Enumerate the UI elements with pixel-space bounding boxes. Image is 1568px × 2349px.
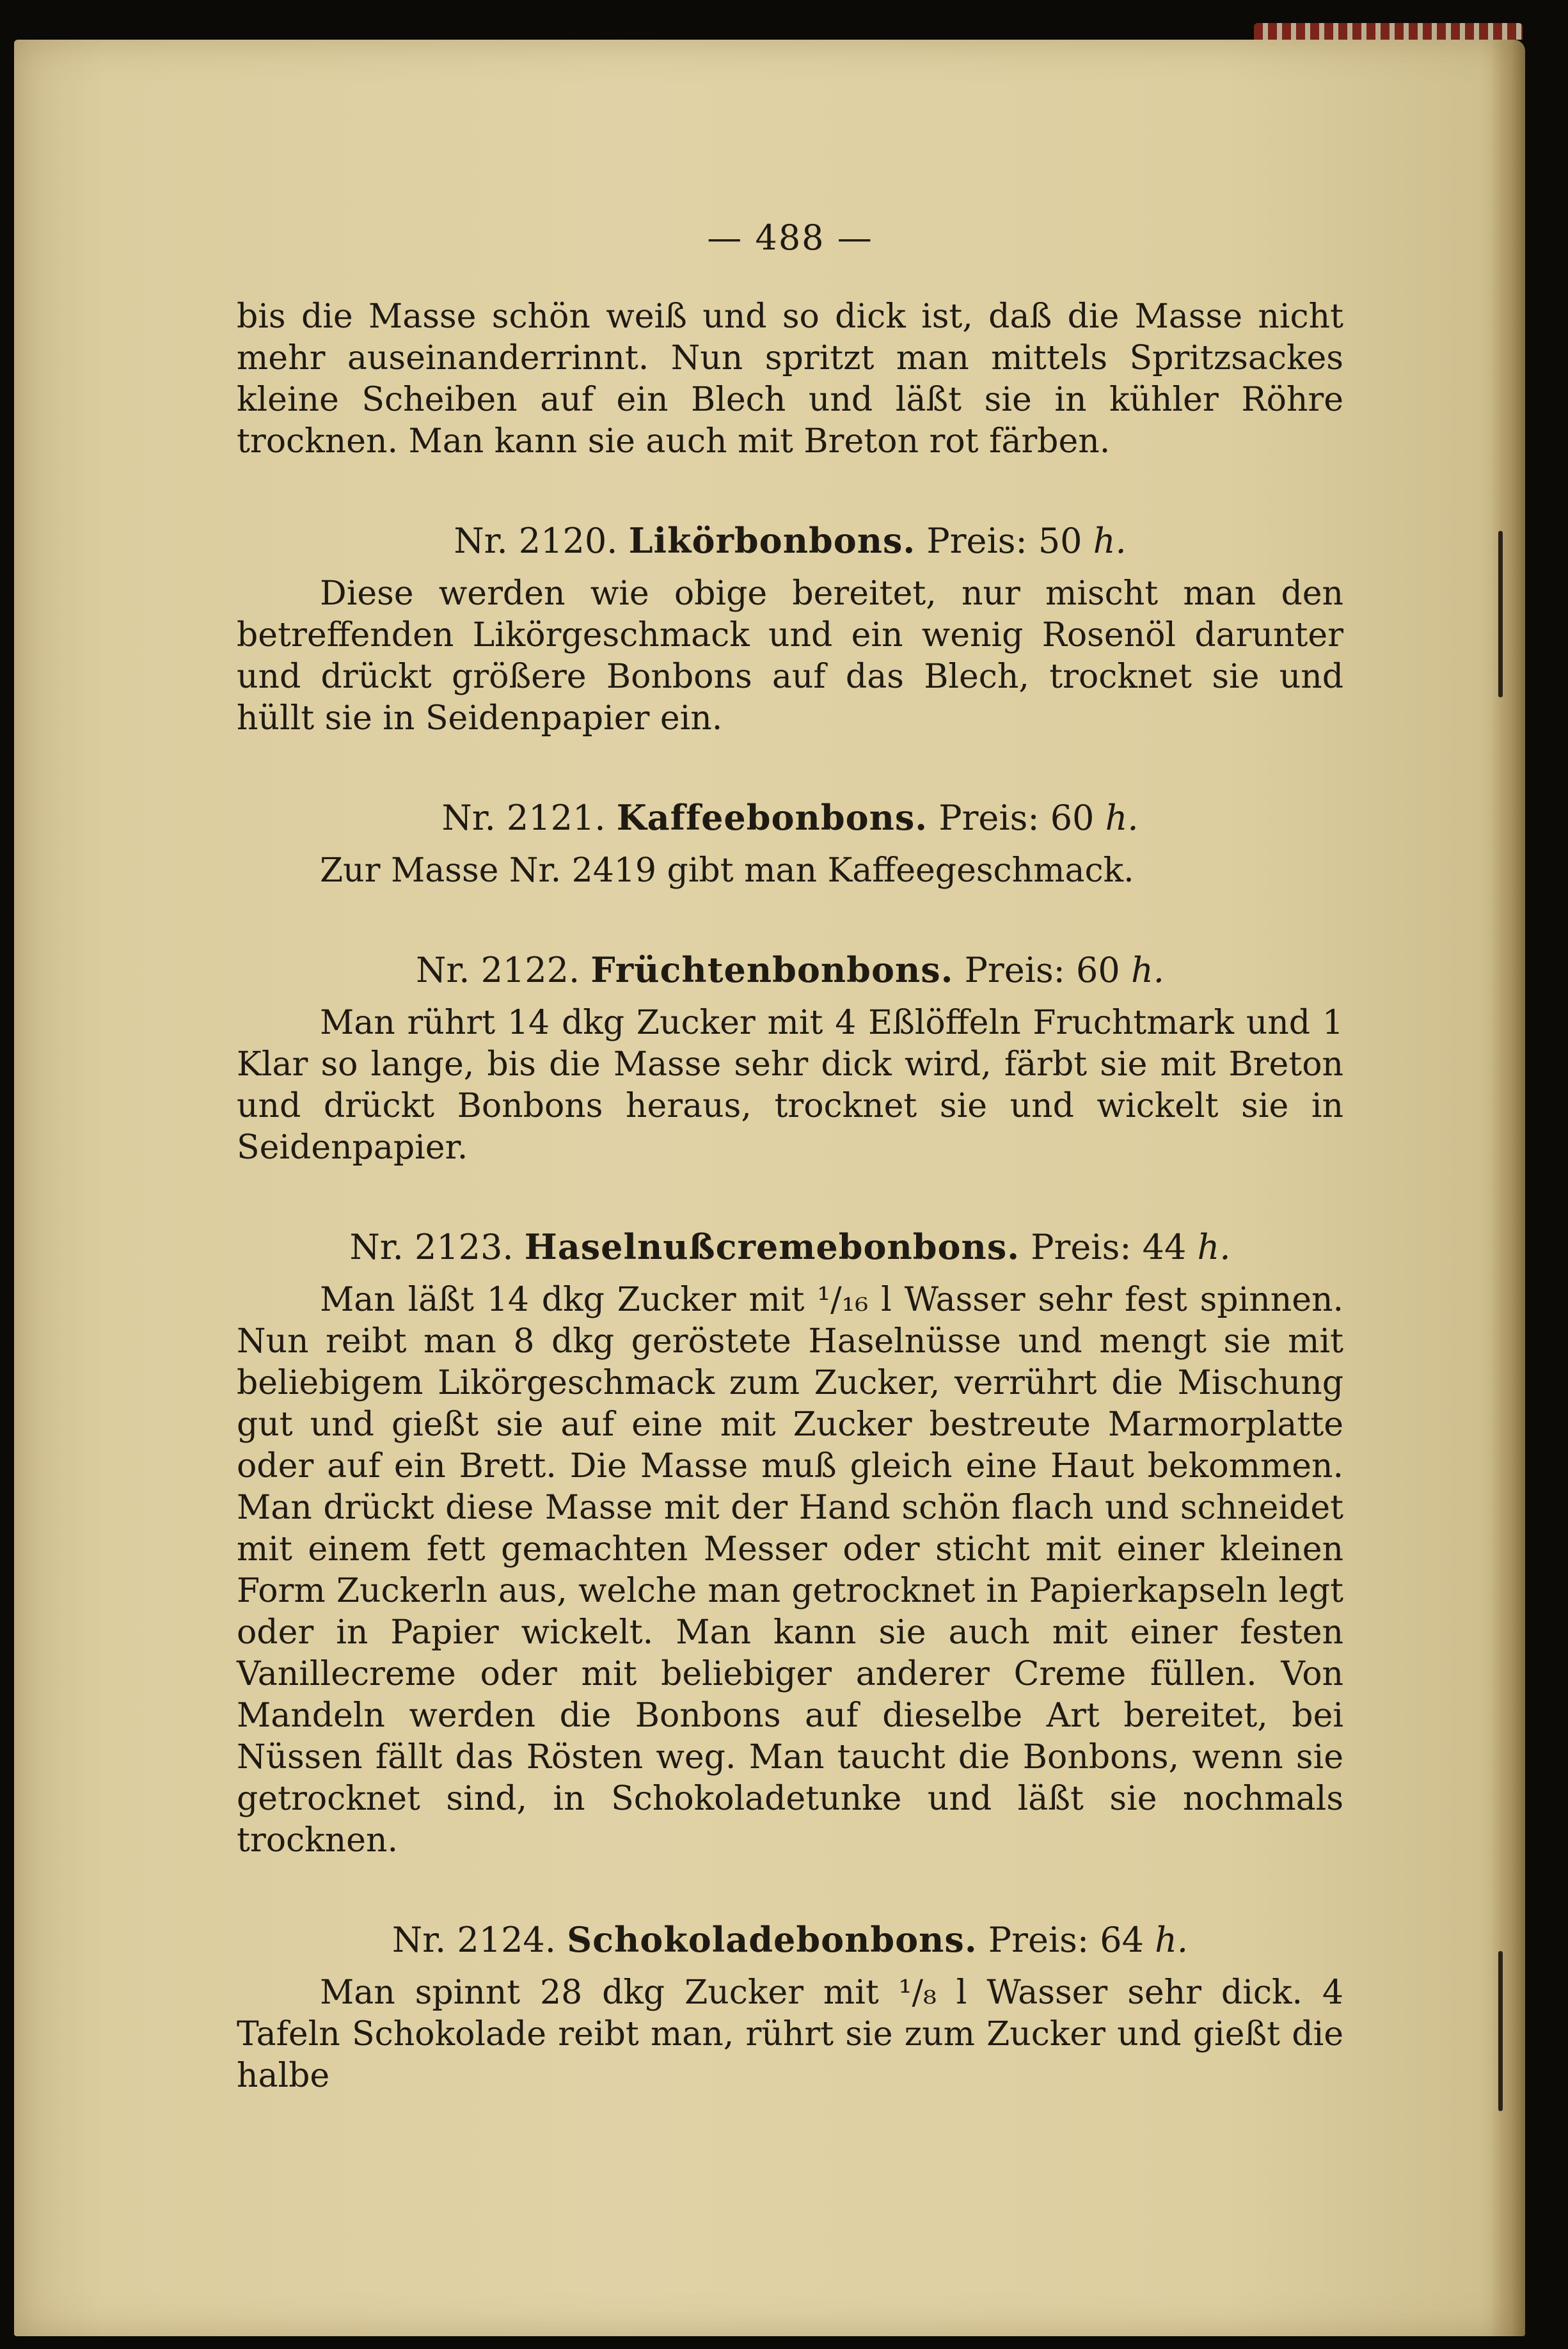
recipe-title: Haselnußcremebonbons. [524,1226,1020,1267]
price-label: Preis: [938,798,1040,838]
recipe-heading [237,1919,1343,1961]
page-edge-shadow [1491,40,1525,2336]
recipe-heading [237,797,1343,839]
recipe-title: Likörbonbons. [628,520,916,561]
recipe-2124 [237,1919,1343,2097]
price-unit: h. [1093,521,1127,561]
recipe-number: Nr. 2124. [392,1920,556,1960]
recipe-2120 [237,520,1343,739]
price-label: Preis: [988,1920,1089,1960]
recipe-heading [237,520,1343,562]
recipe-heading [237,1226,1343,1268]
binding-mark-lower [1498,1951,1503,2111]
price-label: Preis: [926,521,1027,561]
intro-paragraph: bis die Masse schön weiß und so dick ist, daß die Masse nicht mehr auseinanderrinnt. Nun spritzt man mittels Spritzsackes kleine Scheiben auf ein Blech und läßt sie in kühler Röhre trocknen. Man kann sie auch mit Breton rot färben. [237,297,1343,461]
price-value: 44 [1142,1227,1187,1267]
recipe-title: Kaffeebonbons. [616,797,928,838]
binding-thread [1254,23,1523,40]
recipe-number: Nr. 2120. [454,521,618,561]
recipe-number: Nr. 2121. [441,798,606,838]
recipe-2123 [237,1226,1343,1862]
price-value: 50 [1038,521,1082,561]
recipe-text: Man rührt 14 dkg Zucker mit 4 Eßlöffeln Fruchtmark und 1 Klar so lange, bis die Masse sehr dick wird, färbt sie mit Breton und drückt Bonbons heraus, trocknet sie und wickelt sie in Seidenpapier. [237,1004,1343,1167]
price-unit: h. [1130,950,1164,990]
recipe-number: Nr. 2123. [349,1227,514,1267]
price-value: 60 [1076,950,1120,990]
price-label: Preis: [1031,1227,1132,1267]
price-unit: h. [1105,798,1139,838]
recipe-title: Schokoladebonbons. [567,1919,978,1960]
recipe-number: Nr. 2122. [416,950,580,990]
recipe-text: Man spinnt 28 dkg Zucker mit ¹/₈ l Wasser sehr dick. 4 Tafeln Schokolade reibt man, rührt sie zum Zucker und gießt die halbe [237,1973,1343,2095]
recipe-title: Früchtenbonbons. [590,949,954,990]
recipe-2122 [237,949,1343,1169]
recipe-heading [237,949,1343,991]
page-content [237,217,1343,2097]
recipe-text: Man läßt 14 dkg Zucker mit ¹/₁₆ l Wasser sehr fest spinnen. Nun reibt man 8 dkg geröstete Haselnüsse und mengt sie mit beliebigem Likörgeschmack zum Zucker, verrührt die Mischung gut und gießt sie auf eine mit Zucker bestreute Marmorplatte oder auf ein Brett. Die Masse muß gleich eine Haut bekommen. Man drückt diese Masse mit der Hand schön flach und schneidet mit einem fett gemachten Messer oder sticht mit einer kleinen Form Zuckerln aus, welche man getrocknet in Papierkapseln legt oder in Papier wickelt. Man kann sie auch mit einer festen Vanillecreme oder mit beliebiger anderer Creme füllen. Von Mandeln werden die Bonbons auf dieselbe Art bereitet, bei Nüssen fällt das Rösten weg. Man taucht die Bonbons, wenn sie getrocknet sind, in Schokoladetunke und läßt sie nochmals trocknen. [237,1281,1343,1860]
recipe-text: Zur Masse Nr. 2419 gibt man Kaffeegeschmack. [320,851,1134,890]
price-unit: h. [1197,1227,1231,1267]
recipe-text: Diese werden wie obige bereitet, nur mischt man den betreffenden Likörgeschmack und ein wenig Rosenöl darunter und drückt größere Bonbons auf das Blech, trocknet sie und hüllt sie in Seidenpapier ein. [237,574,1343,738]
recipe-2121 [237,797,1343,892]
price-unit: h. [1155,1920,1189,1960]
price-value: 64 [1100,1920,1144,1960]
binding-mark-upper [1498,531,1503,697]
price-label: Preis: [964,950,1065,990]
page-number: — 488 — [707,217,873,258]
price-value: 60 [1050,798,1095,838]
